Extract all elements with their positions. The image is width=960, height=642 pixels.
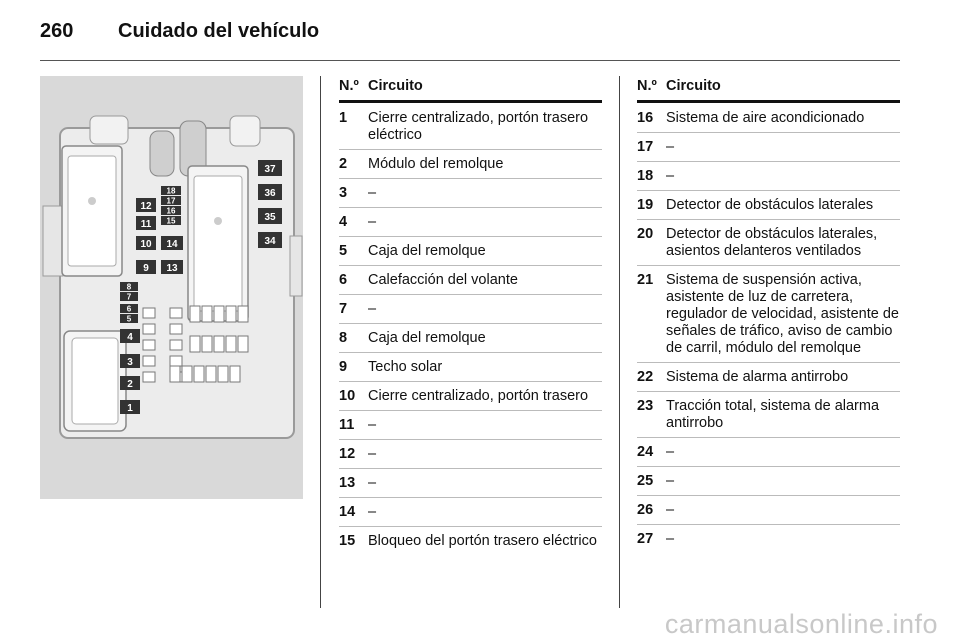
- fuse-table-right: [637, 78, 900, 559]
- fuse-label-number: 1: [127, 403, 133, 414]
- fuse-number: 13: [339, 475, 356, 491]
- fuse-number: 18: [637, 168, 654, 184]
- table-header: [339, 78, 602, 103]
- table-header: [637, 78, 900, 103]
- fuse-number: 16: [637, 110, 654, 126]
- fuse-number: 10: [339, 388, 356, 404]
- circuit-description: Cierre centralizado, portón trasero: [368, 388, 589, 404]
- fuse-number: 3: [339, 185, 348, 201]
- fuse-label-number: 8: [126, 282, 132, 292]
- fuse-label-number: 2: [127, 379, 133, 390]
- fuse-number: 25: [637, 473, 654, 489]
- watermark: carmanualsonline.info: [664, 609, 938, 639]
- circuit-description: Caja del remolque: [368, 330, 486, 346]
- circuit-description: Detector de obstáculos laterales, asientos delanteros ventilados: [666, 226, 878, 259]
- fuse-table-left: [339, 78, 602, 561]
- page-header: [40, 20, 900, 50]
- fuse-number: 15: [339, 533, 356, 549]
- circuit-description: –: [368, 475, 377, 491]
- fuse-label-number: 17: [166, 196, 176, 206]
- header-rule: [40, 60, 900, 61]
- fuse-label-number: 11: [140, 219, 152, 230]
- table-row: [339, 243, 602, 266]
- fuse-label-number: 7: [126, 292, 132, 302]
- table-row: [637, 531, 900, 553]
- circuit-description: –: [368, 301, 377, 317]
- fuse-number: 12: [339, 446, 356, 462]
- fuse-number: 26: [637, 502, 654, 518]
- fuse-label-number: 9: [143, 263, 149, 274]
- table-row: [637, 197, 900, 220]
- fuse-number: 21: [637, 272, 654, 288]
- table-row: [339, 504, 602, 527]
- fuse-number: 1: [339, 110, 348, 126]
- circuit-description: Detector de obstáculos laterales: [666, 197, 874, 213]
- circuit-description: –: [368, 185, 377, 201]
- fuse-label-number: 16: [166, 206, 176, 216]
- fuse-label-number: 6: [126, 304, 132, 314]
- table-row: [637, 502, 900, 525]
- fuse-label-number: 34: [264, 236, 276, 247]
- table-row: [637, 272, 900, 363]
- circuit-description: Techo solar: [368, 359, 443, 375]
- fuse-number: 2: [339, 156, 348, 172]
- fuse-number: 5: [339, 243, 348, 259]
- fuse-label-number: 35: [264, 212, 276, 223]
- fuse-number: 7: [339, 301, 348, 317]
- table-row: [339, 330, 602, 353]
- table-row: [339, 185, 602, 208]
- circuit-description: –: [368, 214, 377, 230]
- fuse-number: 23: [637, 398, 654, 414]
- table-row: [339, 301, 602, 324]
- fuse-label-number: 4: [127, 332, 133, 343]
- fuse-number: 8: [339, 330, 348, 346]
- circuit-description: –: [666, 502, 675, 518]
- table-row: [339, 110, 602, 150]
- circuit-description: –: [666, 473, 675, 489]
- chapter-title: Cuidado del vehículo: [118, 20, 320, 42]
- table-row: [339, 214, 602, 237]
- column-header-number: N.º: [339, 78, 359, 94]
- circuit-description: Sistema de aire acondicionado: [666, 110, 865, 126]
- fuse-number: 6: [339, 272, 348, 288]
- table-row: [339, 156, 602, 179]
- fuse-number: 17: [637, 139, 654, 155]
- fuse-label-number: 10: [140, 239, 152, 250]
- fuse-label-number: 5: [126, 314, 132, 324]
- table-row: [339, 417, 602, 440]
- table-row: [637, 444, 900, 467]
- fuse-label-number: 13: [166, 263, 178, 274]
- fuse-number: 22: [637, 369, 654, 385]
- column-divider-left: [320, 76, 321, 608]
- circuit-description: Cierre centralizado, portón trasero eléctrico: [368, 110, 589, 143]
- fuse-label-number: 14: [166, 239, 178, 250]
- fuse-label-number: 36: [264, 188, 276, 199]
- fuse-number: 27: [637, 531, 654, 547]
- circuit-description: –: [368, 417, 377, 433]
- table-row: [339, 475, 602, 498]
- fuse-number: 4: [339, 214, 348, 230]
- table-row: [339, 533, 602, 555]
- circuit-description: –: [666, 444, 675, 460]
- fuse-label-number: 15: [166, 216, 176, 226]
- fuse-label-number: 12: [140, 201, 152, 212]
- table-row: [637, 398, 900, 438]
- fuse-number: 14: [339, 504, 356, 520]
- circuit-description: –: [666, 531, 675, 547]
- fuse-number: 19: [637, 197, 654, 213]
- circuit-description: Caja del remolque: [368, 243, 486, 259]
- table-row: [339, 388, 602, 411]
- table-row: [637, 473, 900, 496]
- circuit-description: –: [666, 139, 675, 155]
- table-row: [339, 272, 602, 295]
- circuit-description: –: [666, 168, 675, 184]
- table-row: [637, 110, 900, 133]
- circuit-description: –: [368, 446, 377, 462]
- table-row: [637, 226, 900, 266]
- table-row: [637, 168, 900, 191]
- column-header-circuit: Circuito: [666, 78, 721, 94]
- circuit-description: Tracción total, sistema de alarma antirrobo: [666, 398, 880, 431]
- table-row: [637, 139, 900, 162]
- circuit-description: Calefacción del volante: [368, 272, 518, 288]
- table-row: [637, 369, 900, 392]
- fuse-box-illustration: [40, 76, 303, 499]
- fuse-label-number: 3: [127, 357, 133, 368]
- circuit-description: –: [368, 504, 377, 520]
- circuit-description: Sistema de alarma antirrobo: [666, 369, 849, 385]
- table-row: [339, 359, 602, 382]
- fuse-number: 20: [637, 226, 654, 242]
- page-number: 260: [40, 20, 74, 42]
- fuse-number: 24: [637, 444, 654, 460]
- column-header-number: N.º: [637, 78, 657, 94]
- circuit-description: Sistema de suspensión activa, asistente de luz de carretera, regulador de velocidad, asistente de señales de tráfico, aviso de cambio de carril, módulo del remolque: [666, 272, 899, 356]
- column-header-circuit: Circuito: [368, 78, 423, 94]
- column-divider-right: [619, 76, 620, 608]
- table-row: [339, 446, 602, 469]
- fuse-label-number: 18: [166, 186, 176, 196]
- circuit-description: Módulo del remolque: [368, 156, 504, 172]
- fuse-number: 9: [339, 359, 348, 375]
- circuit-description: Bloqueo del portón trasero eléctrico: [368, 533, 597, 549]
- fuse-label-number: 37: [264, 164, 276, 175]
- fuse-number: 11: [339, 417, 355, 433]
